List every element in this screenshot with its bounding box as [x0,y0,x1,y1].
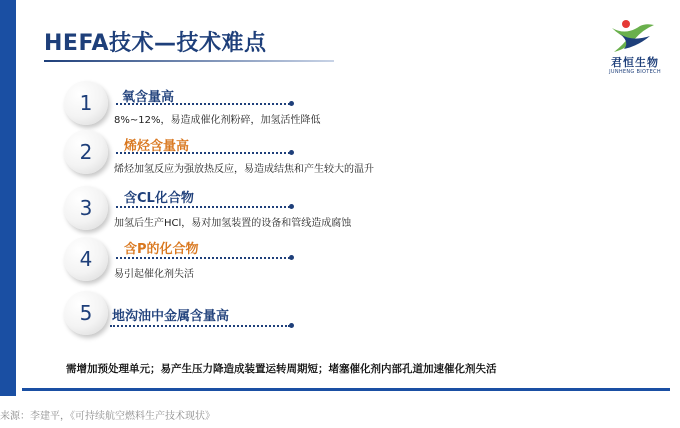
dotted-divider [110,325,290,327]
list-item [0,130,680,180]
dotted-divider [116,257,290,259]
item-description: 8%~12%，易造成催化剂粉碎，加氢活性降低 [114,115,321,126]
dotted-divider [116,103,290,105]
item-number-badge: 2 [64,130,108,174]
list-item [0,81,680,131]
item-title: 烯烃含量高 [124,139,190,154]
item-number-badge: 3 [64,186,108,230]
item-title: 地沟油中金属含量高 [112,309,230,324]
company-logo [600,16,670,82]
logo-icon [600,16,670,54]
summary-text: 需增加预处理单元；易产生压力降造成装置运转周期短；堵塞催化剂内部孔道加速催化剂失活 [66,363,497,375]
title-underline [44,60,334,62]
logo-name: 君恒生物 [611,56,659,69]
source-caption: 来源：李建平，《可持续航空燃料生产技术现状》 [0,411,215,422]
list-item [0,291,680,341]
item-title: 含P的化合物 [124,242,199,257]
item-title: 氧含量高 [122,90,175,105]
item-title: 含CL化合物 [124,191,194,206]
item-number-badge: 5 [64,291,108,335]
slide-title: HEFA技术—技术难点 [44,31,267,56]
item-description: 烯烃加氢反应为强放热反应，易造成结焦和产生较大的温升 [114,164,374,175]
item-number-badge: 4 [64,237,108,281]
dotted-divider [116,152,290,154]
dotted-divider [116,206,290,208]
bottom-rule [22,388,670,391]
list-item [0,186,680,236]
item-number-badge: 1 [64,81,108,125]
item-description: 易引起催化剂失活 [114,269,194,280]
logo-subtitle: JUNHENG BIOTECH [609,69,661,75]
list-item [0,237,680,287]
item-description: 加氢后生产HCl，易对加氢装置的设备和管线造成腐蚀 [114,218,352,229]
